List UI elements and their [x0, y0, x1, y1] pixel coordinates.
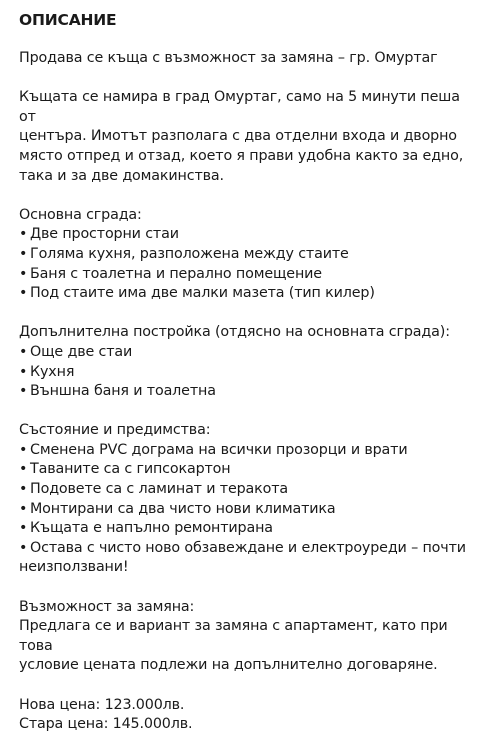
list-item: • Монтирани са два чисто нови климатика: [19, 500, 470, 520]
main-building-section: [19, 206, 470, 304]
section-heading: ОПИСАНИЕ: [19, 11, 117, 29]
bullet-icon: •: [19, 383, 28, 400]
main-building-title: Основна сграда:: [19, 206, 142, 223]
new-price: Нова цена: 123.000лв.: [19, 696, 185, 713]
bullet-icon: •: [19, 520, 28, 537]
bullet-icon: •: [19, 363, 28, 380]
list-item: • Под стаите има две малки мазета (тип килер): [19, 284, 470, 304]
extra-building-title: Допълнителна постройка (отдясно на основната сграда):: [19, 324, 450, 341]
exchange-line: Предлага се и вариант за замяна с апартамент, като при това: [19, 618, 448, 654]
intro-line: място отпред и отзад, което я прави удобна както за едно,: [19, 147, 464, 164]
list-item: • Кухня: [19, 363, 470, 383]
main-building-list: [19, 225, 470, 303]
bullet-icon: •: [19, 285, 28, 302]
list-item-continuation: неизползвани!: [19, 559, 129, 576]
bullet-icon: •: [19, 245, 28, 262]
list-item: • Външна баня и тоалетна: [19, 382, 470, 402]
bullet-icon: •: [19, 265, 28, 282]
list-item: • Две просторни стаи: [19, 225, 470, 245]
bullet-icon: •: [19, 539, 28, 556]
extra-building-section: [19, 323, 470, 401]
list-item: • Таваните са с гипсокартон: [19, 460, 470, 480]
exchange-section: [19, 598, 470, 676]
price-section: [19, 696, 470, 735]
old-price: Стара цена: 145.000лв.: [19, 716, 193, 733]
bullet-icon: •: [19, 461, 28, 478]
intro-line: Къщата се намира в град Омуртаг, само на 5 минути пеша от: [19, 89, 460, 125]
list-item: • Баня с тоалетна и перално помещение: [19, 265, 470, 285]
exchange-title: Възможност за замяна:: [19, 598, 195, 615]
description-body: [19, 49, 470, 735]
list-item: • Остава с чисто ново обзавеждане и електроуреди – почти: [19, 539, 470, 559]
list-item: • Още две стаи: [19, 343, 470, 363]
exchange-line: условие цената подлежи на допълнително договаряне.: [19, 657, 438, 674]
condition-title: Състояние и предимства:: [19, 422, 211, 439]
list-item: • Голяма кухня, разположена между стаите: [19, 245, 470, 265]
bullet-icon: •: [19, 226, 28, 243]
listing-title: Продава се къща с възможност за замяна – гр. Омуртаг: [19, 50, 438, 66]
list-item: • Къщата е напълно ремонтирана: [19, 519, 470, 539]
bullet-icon: •: [19, 343, 28, 360]
intro-line: така и за две домакинства.: [19, 167, 224, 184]
bullet-icon: •: [19, 441, 28, 458]
extra-building-list: [19, 343, 470, 402]
bullet-icon: •: [19, 481, 28, 498]
list-item: • Сменена PVC дограма на всички прозорци и врати: [19, 441, 470, 461]
condition-list: [19, 441, 470, 578]
list-item: • Подовете са с ламинат и теракота: [19, 480, 470, 500]
intro-paragraph: [19, 88, 470, 186]
bullet-icon: •: [19, 500, 28, 517]
intro-line: центъра. Имотът разполага с два отделни входа и дворно: [19, 128, 457, 145]
condition-section: [19, 421, 470, 578]
